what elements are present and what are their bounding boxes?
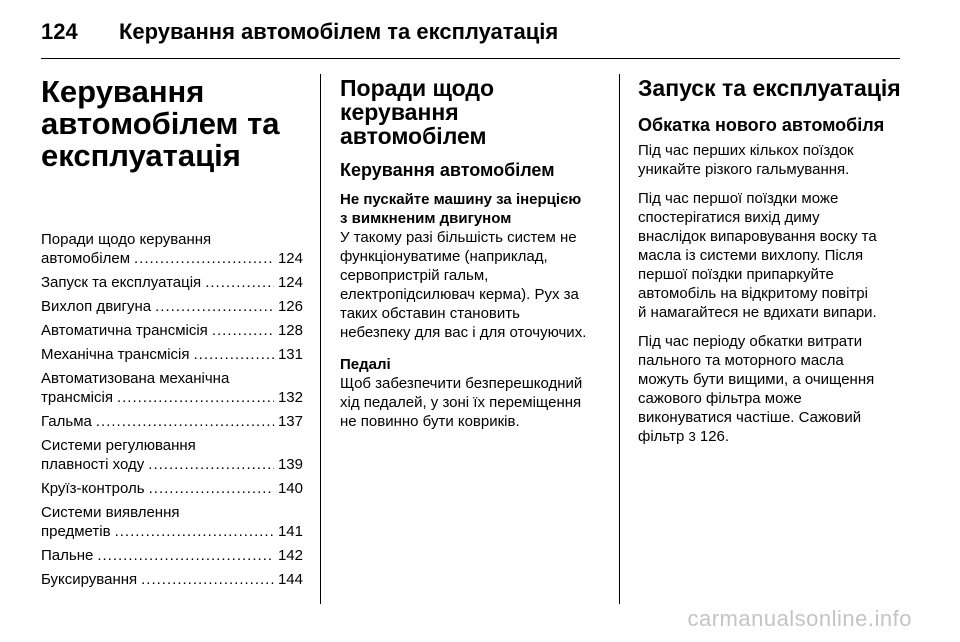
toc-entry-line — [41, 249, 303, 268]
toc-entry[interactable] — [41, 369, 303, 407]
toc-entry-lead: Автоматизована механічна — [41, 370, 230, 387]
toc-entry[interactable] — [41, 297, 303, 316]
toc-leader-dots — [117, 388, 274, 407]
section-title: Запуск та експлуатація — [638, 75, 901, 101]
text-line: функціонуватиме (наприклад, — [340, 248, 548, 265]
heading-line: Не пускайте машину за інерцією — [340, 191, 582, 208]
text-line — [638, 427, 906, 446]
toc-entry-line — [41, 273, 303, 292]
toc-leader-dots — [115, 522, 274, 541]
toc-entry-page: 128 — [277, 322, 303, 339]
toc-entry-line — [41, 522, 303, 541]
column-driving-hints — [340, 76, 608, 441]
toc-entry[interactable] — [41, 321, 303, 340]
text-line: Щоб забезпечити безперешкодний — [340, 375, 583, 392]
toc-entry-label: Автоматична трансмісія — [41, 322, 208, 339]
paragraph-braking — [638, 141, 906, 179]
toc-entry-page: 137 — [277, 413, 303, 430]
text-line: хід педалей, у зоні їх переміщення — [340, 394, 582, 411]
toc-entry-label: плавності ходу — [41, 456, 145, 473]
toc-entry[interactable] — [41, 230, 303, 268]
section-title — [340, 76, 608, 148]
column-starting-operating — [638, 76, 906, 456]
text-fragment: фільтр — [638, 428, 685, 445]
toc-entry-page: 142 — [277, 547, 303, 564]
subsection-title: Обкатка нового автомобіля — [638, 115, 885, 135]
toc-entry-page: 132 — [277, 389, 303, 406]
text-line: першої поїздки припаркуйте — [638, 266, 834, 283]
text-line: Під час періоду обкатки витрати — [638, 333, 863, 350]
chapter-title — [41, 76, 303, 172]
paragraph-smoke — [638, 189, 906, 322]
toc-leader-dots — [155, 297, 274, 316]
section-title-line: Поради щодо керування — [340, 75, 495, 125]
paragraph-coasting — [340, 228, 608, 342]
text-line: Під час першої поїздки може — [638, 190, 839, 207]
toc-leader-dots — [194, 345, 274, 364]
toc-entry[interactable] — [41, 503, 303, 541]
toc-entry-label: трансмісія — [41, 389, 113, 406]
toc-entry[interactable] — [41, 345, 303, 364]
toc-entry-page: 140 — [277, 480, 303, 497]
text-line: У такому разі більшість систем не — [340, 229, 577, 246]
toc-entry-lead: Системи регулювання — [41, 437, 196, 454]
paragraph-running-in — [638, 332, 906, 446]
toc-entry-line — [41, 455, 303, 474]
toc-entry-page: 144 — [277, 571, 303, 588]
toc-entry-page: 124 — [277, 274, 303, 291]
toc-entry-page: 126 — [277, 298, 303, 315]
text-line: спостерігатися вихід диму — [638, 209, 820, 226]
toc-entry-label: предметів — [41, 523, 111, 540]
toc-entry-label: Круїз-контроль — [41, 480, 145, 497]
toc-entry[interactable] — [41, 412, 303, 431]
text-line: сервопристрій гальм, — [340, 267, 489, 284]
toc-entry-page: 139 — [277, 456, 303, 473]
toc-leader-dots — [149, 479, 274, 498]
chapter-title-line: експлуатація — [41, 138, 241, 173]
page-reference-icon: 3 — [688, 429, 696, 444]
toc-entry-lead: Поради щодо керування — [41, 231, 212, 248]
column-contents — [41, 76, 303, 594]
text-line: пального та моторного масла — [638, 352, 844, 369]
column-divider-1 — [320, 74, 321, 604]
chapter-title-line: автомобілем та — [41, 106, 280, 141]
text-line: виконуватися частіше. Сажовий — [638, 409, 862, 426]
toc-entry[interactable] — [41, 546, 303, 565]
toc-entry-page: 141 — [277, 523, 303, 540]
page-header — [41, 12, 900, 52]
toc-leader-dots — [141, 570, 274, 589]
heading-line: з вимкненим двигуном — [340, 210, 512, 227]
toc-entry-page: 124 — [277, 250, 303, 267]
page-reference-link[interactable]: 126. — [699, 428, 730, 445]
table-of-contents — [41, 230, 303, 589]
section-title-line: автомобілем — [340, 123, 487, 149]
toc-leader-dots — [212, 321, 274, 340]
text-line: можуть бути вищими, а очищення — [638, 371, 875, 388]
toc-leader-dots — [96, 412, 274, 431]
toc-entry[interactable] — [41, 436, 303, 474]
running-title: Керування автомобілем та експлуатація — [119, 19, 559, 44]
text-line: уникайте різкого гальмування. — [638, 161, 850, 178]
toc-entry-line — [41, 297, 303, 316]
toc-entry-label: Гальма — [41, 413, 92, 430]
toc-entry-line — [41, 570, 303, 589]
text-line: електропідсилювач керма). Рух за — [340, 286, 579, 303]
header-rule — [41, 58, 900, 59]
toc-entry[interactable] — [41, 479, 303, 498]
text-line: внаслідок випаровування воску та — [638, 228, 877, 245]
toc-entry-line — [41, 546, 303, 565]
text-line: сажового фільтра може — [638, 390, 802, 407]
toc-entry-line — [41, 412, 303, 431]
toc-entry[interactable] — [41, 570, 303, 589]
toc-entry-line — [41, 388, 303, 407]
toc-entry-lead: Системи виявлення — [41, 504, 180, 521]
toc-entry-label: автомобілем — [41, 250, 131, 267]
toc-entry[interactable] — [41, 273, 303, 292]
chapter-title-line: Керування — [41, 74, 205, 109]
paragraph-pedals — [340, 374, 608, 431]
toc-entry-label: Пальне — [41, 547, 94, 564]
text-line: небезпеку для вас і для оточуючих. — [340, 324, 587, 341]
toc-leader-dots — [97, 546, 274, 565]
heading-pedals: Педалі — [340, 356, 391, 373]
text-line: масла із системи вихлопу. Після — [638, 247, 864, 264]
text-line: таких обставин становить — [340, 305, 520, 322]
toc-entry-page: 131 — [277, 346, 303, 363]
toc-entry-label: Вихлоп двигуна — [41, 298, 152, 315]
toc-entry-line — [41, 345, 303, 364]
watermark: carmanualsonline.info — [687, 606, 912, 631]
toc-entry-line — [41, 321, 303, 340]
toc-entry-label: Буксирування — [41, 571, 138, 588]
toc-leader-dots — [148, 455, 274, 474]
text-line: Під час перших кількох поїздок — [638, 142, 854, 159]
heading-no-coasting — [340, 190, 608, 228]
toc-entry-label: Запуск та експлуатація — [41, 274, 202, 291]
text-line: не повинно бути ковриків. — [340, 413, 520, 430]
text-line: й намагайтеся не вдихати випари. — [638, 304, 877, 321]
toc-entry-line — [41, 479, 303, 498]
text-line: автомобіль на відкритому повітрі — [638, 285, 868, 302]
subsection-title: Керування автомобілем — [340, 160, 555, 180]
column-divider-2 — [619, 74, 620, 604]
toc-leader-dots — [134, 249, 274, 268]
toc-leader-dots — [205, 273, 274, 292]
page-number: 124 — [41, 19, 78, 44]
toc-entry-label: Механічна трансмісія — [41, 346, 190, 363]
